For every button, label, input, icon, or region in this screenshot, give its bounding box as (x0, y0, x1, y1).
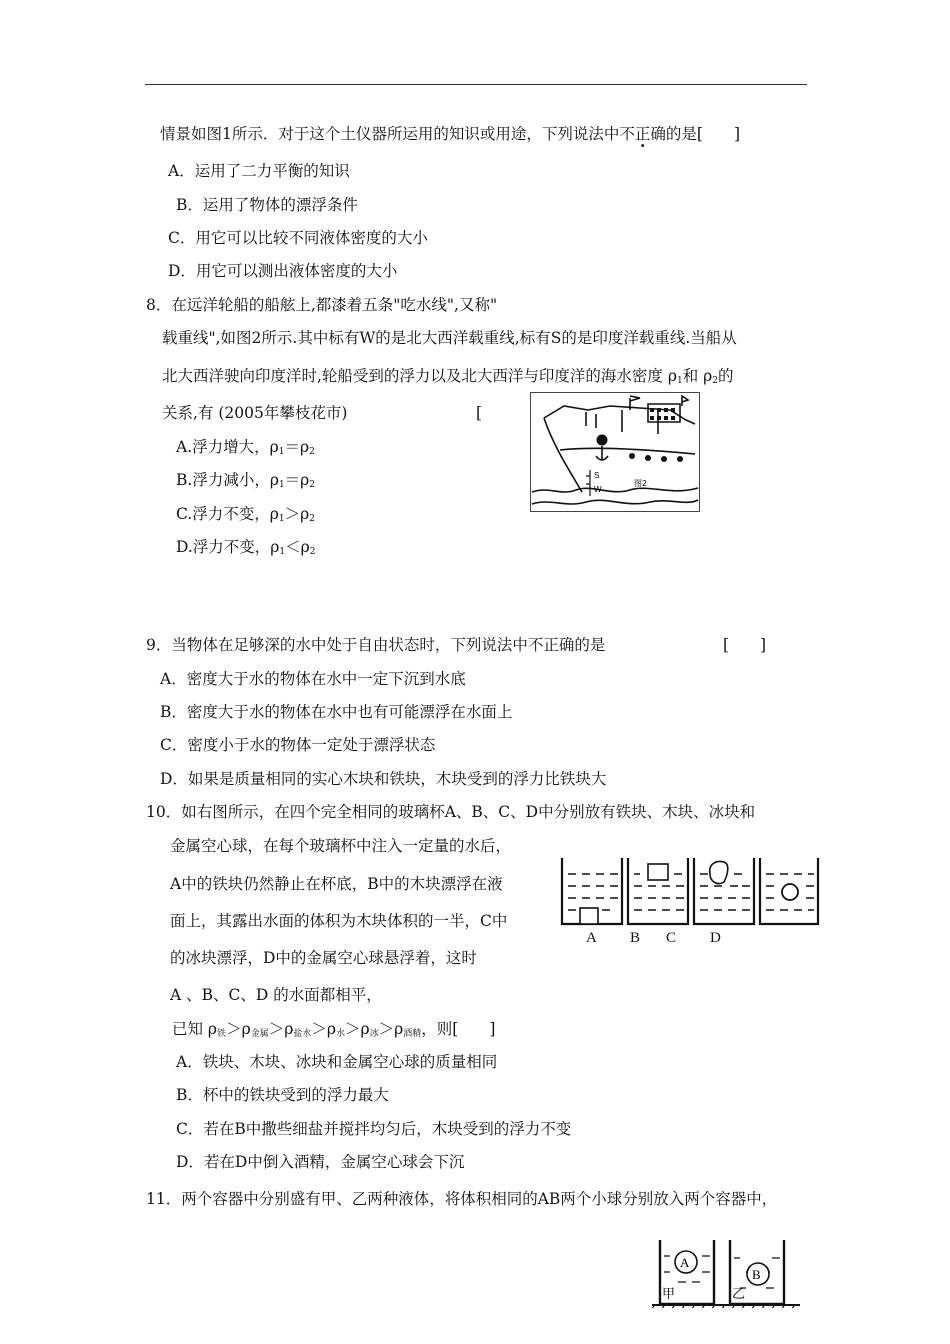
q9-option-c: C．密度小于水的物体一定处于漂浮状态 (160, 736, 436, 754)
ship-figure (530, 392, 700, 512)
cup-label-d: D (710, 930, 721, 946)
ball-b-label: B (752, 1267, 761, 1282)
q10-line-1: 10．如右图所示，在四个完全相同的玻璃杯A、B、C、D中分别放有铁块、木块、冰块和 (146, 803, 756, 821)
q10-line-3: A中的铁块仍然静止在杯底，B中的木块漂浮在液 (170, 875, 503, 893)
q8-option-d: D.浮力不变，$\rho_1<\rho_2$ (176, 538, 316, 557)
q8-line-4: 关系,有 (2005年攀枝花市) (162, 404, 348, 422)
q8-line-3: 北大西洋驶向印度洋时,轮船受到的浮力以及北大西洋与印度洋的海水密度 $\rho_1$和 $\rho_2$的 (162, 367, 734, 386)
q10-option-b: B．杯中的铁块受到的浮力最大 (176, 1086, 389, 1104)
liquid-2-label: 乙 (732, 1287, 746, 1302)
q11-stem: 11．两个容器中分别盛有甲、乙两种液体，将体积相同的AB两个小球分别放入两个容器中， (146, 1190, 778, 1208)
ball-a-label: A (680, 1255, 690, 1270)
q8-option-a: A.浮力增大，$\rho_1=\rho_2$ (176, 438, 315, 457)
q7-option-d: D．用它可以测出液体密度的大小 (168, 262, 398, 280)
q10-option-d: D．若在D中倒入酒精，金属空心球会下沉 (176, 1153, 465, 1171)
q10-line-2: 金属空心球，在每个玻璃杯中注入一定量的水后， (170, 837, 512, 855)
q9-answer-bracket: [ ] (723, 636, 767, 654)
q10-option-a: A．铁块、木块、冰块和金属空心球的质量相同 (176, 1053, 498, 1071)
label-s: S (594, 471, 600, 480)
q8-answer-bracket: [ (476, 404, 483, 422)
q7-option-c: C．用它可以比较不同液体密度的大小 (168, 229, 428, 247)
q8-option-b: B.浮力减小，$\rho_1=\rho_2$ (176, 471, 316, 490)
q9-option-d: D．如果是质量相同的实心木块和铁块，木块受到的浮力比铁块大 (160, 770, 607, 788)
q9-stem: 9．当物体在足够深的水中处于自由状态时，下列说法中不正确的是 (146, 636, 606, 654)
containers-figure (650, 1238, 802, 1308)
q10-line-4: 面上，其露出水面的体积为木块体积的一半，C中 (170, 912, 508, 930)
header-rule (145, 84, 807, 85)
q10-given: 已知 $\rho_铁>\rho_{金属}>\rho_{盐水}>\rho_水>\rho_冰>\rho_{酒精}$，则[ ] (172, 1020, 496, 1039)
liquid-1-label: 甲 (662, 1287, 676, 1302)
q9-option-a: A．密度大于水的物体在水中一定下沉到水底 (160, 670, 466, 688)
cup-label-a: A (586, 930, 597, 946)
cup-label-b: B (630, 930, 641, 946)
q10-option-c: C．若在B中撒些细盐并搅拌均匀后，木块受到的浮力不变 (176, 1120, 572, 1138)
q7-option-b: B．运用了物体的漂浮条件 (176, 196, 358, 214)
q8-line-1: 8．在远洋轮船的船舷上,都漆着五条"吃水线",又称" (146, 296, 498, 314)
cup-label-c: C (666, 930, 677, 946)
q8-option-c: C.浮力不变，$\rho_1>\rho_2$ (176, 505, 315, 524)
figure-caption: 图2 (634, 479, 648, 488)
q10-line-6: A 、B、C、D 的水面都相平， (170, 986, 382, 1004)
label-w: W (594, 485, 602, 494)
q8-line-2: 载重线",如图2所示.其中标有W的是北大西洋载重线,标有S的是印度洋载重线.当船从 (162, 329, 737, 347)
q7-option-a: A．运用了二力平衡的知识 (168, 162, 350, 180)
q9-option-b: B．密度大于水的物体在水中也有可能漂浮在水面上 (160, 703, 513, 721)
cups-figure (558, 852, 822, 948)
q7-stem: 情景如图1所示．对于这个土仪器所运用的知识或用途，下列说法中不正确的是[ ] (160, 125, 740, 143)
q10-line-5: 的冰块漂浮，D中的金属空心球悬浮着，这时 (170, 949, 477, 967)
emphasis-text: 不正确 (619, 125, 666, 143)
